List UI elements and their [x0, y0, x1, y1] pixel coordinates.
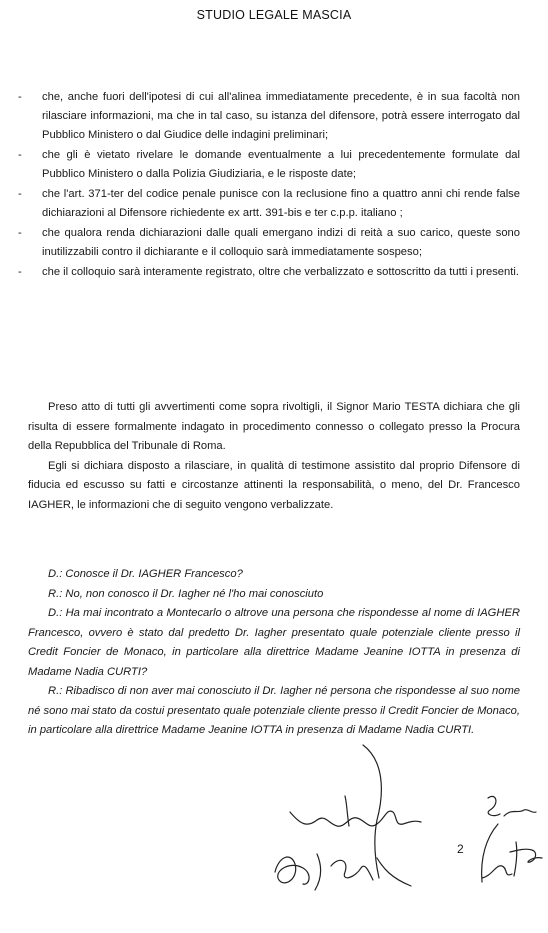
answer: R.: Ribadisco di non aver mai conosciuto il Dr. Iagher né persona che rispondesse al suo nome né sono mai stato da costui presentato quale potenziale cliente presso il Credit Foncier de Monaco, in particolare alla direttrice Madame Jeanine IOTTA in presenza di Madame Nadia CURTI. — [28, 685, 520, 736]
page-number: 2 — [457, 842, 464, 856]
body-paragraphs — [0, 398, 548, 515]
list-item — [0, 263, 548, 282]
list-item — [0, 185, 548, 223]
list-dash: - — [18, 149, 22, 161]
list-dash: - — [18, 266, 22, 278]
list-item — [0, 224, 548, 262]
list-dash: - — [18, 188, 22, 200]
list-item-text: che gli è vietato rivelare le domande eventualmente a lui precedentemente formulate dal Pubblico Ministero o dalla Polizia Giudiziaria, e le risposte date; — [42, 149, 520, 180]
paragraph: Preso atto di tutti gli avvertimenti come sopra rivoltigli, il Signor Mario TESTA dichiara che gli risulta di essere formalmente indagato in procedimento connesso o collegato presso la Procura della Repubblica del Tribunale di Roma. — [28, 401, 520, 452]
warnings-list — [0, 88, 548, 283]
list-item-text: che qualora renda dichiarazioni dalle quali emergano indizi di reità a suo carico, queste sono inutilizzabili contro il dichiarante e il colloquio sarà immediatamente sospeso; — [42, 227, 520, 258]
list-item-text: che, anche fuori dell'ipotesi di cui all'alinea immediatamente precedente, è in sua facoltà non rilasciare informazioni, ma che in tal caso, su istanza del difensore, potrà essere interrogato dal Pubblico Ministero o dal Giudice delle indagini preliminari; — [42, 91, 520, 141]
list-dash: - — [18, 91, 22, 103]
question: D.: Conosce il Dr. IAGHER Francesco? — [48, 568, 243, 580]
list-item-text: che l'art. 371-ter del codice penale punisce con la reclusione fino a quattro anni chi rende false dichiarazioni al Difensore richiedente ex artt. 391-bis e ter c.p.p. italiano ; — [42, 188, 520, 219]
question: D.: Ha mai incontrato a Montecarlo o altrove una persona che rispondesse al nome di IAGHER Francesco, ovvero è stato dal predetto Dr. Iagher presentato quale potenziale cliente presso il Credit Foncier de Monaco, in particolare alla direttrice Madame Jeanine IOTTA in presenza di Madame Nadia CURTI? — [28, 607, 520, 678]
list-item — [0, 146, 548, 184]
signature-two — [265, 838, 425, 898]
list-dash: - — [18, 227, 22, 239]
page-header: STUDIO LEGALE MASCIA — [196, 8, 352, 22]
answer: R.: No, non conosco il Dr. Iagher né l'ho mai conosciuto — [48, 587, 324, 600]
signature-one — [285, 790, 425, 840]
signature-testa — [472, 818, 546, 888]
list-item — [0, 88, 548, 145]
paragraph: Egli si dichiara disposto a rilasciare, in qualità di testimone assistito dal proprio Difensore di fiducia ed escusso su fatti e circostanze attinenti la responsabilità, o meno, del Dr. Francesco IAGHER, le informazioni che di seguito vengono verbalizzate. — [28, 459, 520, 511]
interview-transcript — [0, 565, 548, 741]
list-item-text: che il colloquio sarà interamente registrato, oltre che verbalizzato e sottoscritto da tutti i presenti. — [42, 266, 519, 278]
